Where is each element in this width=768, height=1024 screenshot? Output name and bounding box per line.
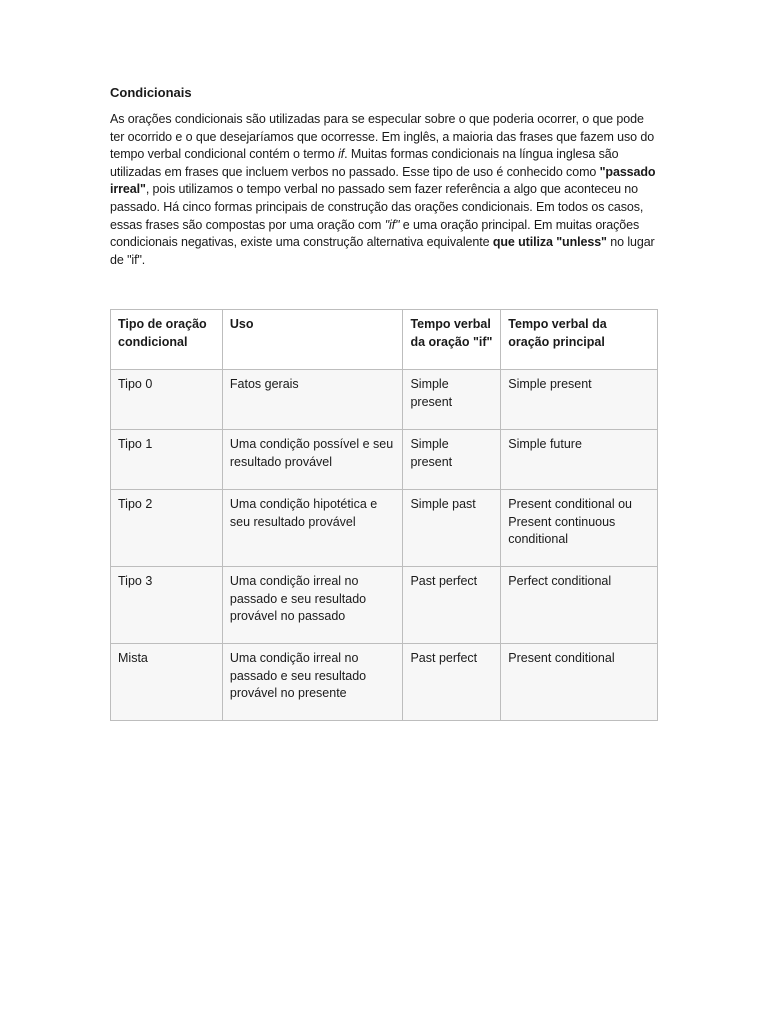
intro-paragraph [110,111,658,269]
cell-tempo-principal: Perfect conditional [501,567,658,644]
cell-tempo-if: Simple past [403,490,501,567]
paragraph-if-quoted: "if" [384,217,400,232]
conditionals-table [110,309,658,721]
table-row [111,490,658,567]
table-row [111,430,658,490]
cell-tempo-principal: Present conditional ou Present continuous conditional [501,490,658,567]
paragraph-text-2: . Muitas formas condicionais na língua inglesa são utilizadas em frases que incluem verbos no passado. Esse tipo de uso é conhecido como [110,147,619,179]
header-tipo: Tipo de oração condicional [111,310,223,370]
cell-uso: Uma condição possível e seu resultado provável [222,430,403,490]
cell-tempo-if: Past perfect [403,644,501,721]
cell-tempo-if: Past perfect [403,567,501,644]
cell-tempo-if: Simple present [403,430,501,490]
cell-uso: Uma condição irreal no passado e seu resultado provável no passado [222,567,403,644]
paragraph-text-3: , pois utilizamos o tempo verbal no passado sem fazer referência a algo que aconteceu no passado. Há cinco formas principais de construção das orações condicionais. Em todos os casos, essas frases são compostas por uma oração com [110,182,644,232]
paragraph-text-5: no lugar de "if". [110,235,655,267]
cell-tipo: Tipo 1 [111,430,223,490]
cell-tipo: Tipo 3 [111,567,223,644]
cell-tipo: Mista [111,644,223,721]
cell-tempo-if: Simple present [403,370,501,430]
cell-tipo: Tipo 2 [111,490,223,567]
paragraph-bold-passado-irreal: "passado irreal" [110,164,656,197]
table-row [111,370,658,430]
table-row [111,644,658,721]
header-tempo-if: Tempo verbal da oração "if" [403,310,501,370]
cell-uso: Uma condição irreal no passado e seu resultado provável no presente [222,644,403,721]
cell-uso: Fatos gerais [222,370,403,430]
paragraph-text-1: As orações condicionais são utilizadas para se especular sobre o que poderia ocorrer, o que pode ter ocorrido e o que desejaríamos que ocorresse. Em inglês, a maioria das frases que fazem uso do tempo verbal condicional contém o termo [110,112,655,162]
cell-tempo-principal: Simple future [501,430,658,490]
cell-tempo-principal: Present conditional [501,644,658,721]
table-row [111,567,658,644]
document-body [110,84,658,269]
cell-tipo: Tipo 0 [111,370,223,430]
paragraph-bold-unless: que utiliza "unless" [492,235,607,250]
paragraph-if-term: if [338,147,345,162]
header-tempo-principal: Tempo verbal da oração principal [501,310,658,370]
header-uso: Uso [222,310,403,370]
section-heading: Condicionais [110,85,192,100]
cell-tempo-principal: Simple present [501,370,658,430]
cell-uso: Uma condição hipotética e seu resultado provável [222,490,403,567]
paragraph-text-4: e uma oração principal. Em muitas orações condicionais negativas, existe uma construção alternativa equivalente [110,217,640,250]
table-header-row [111,310,658,370]
